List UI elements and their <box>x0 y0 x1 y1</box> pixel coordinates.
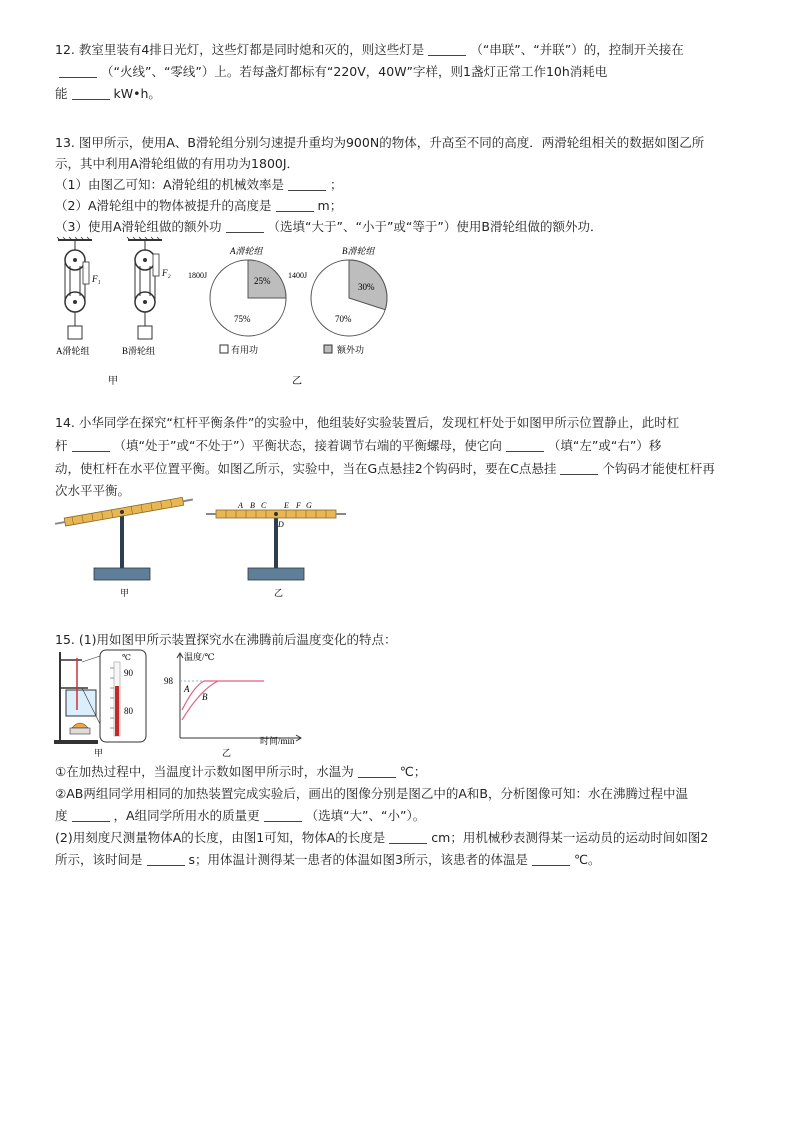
thermometer-90: 90 <box>124 668 133 678</box>
q14-line-2 <box>55 437 661 455</box>
q12-line-2 <box>55 63 607 81</box>
curve-a <box>182 681 264 710</box>
curve-a-label: A <box>184 684 190 694</box>
q15-text: ℃； <box>399 764 427 779</box>
pie-a-useful-percent: 75% <box>234 314 251 324</box>
q15-sub-5 <box>55 851 601 869</box>
answer-blank[interactable] <box>72 438 110 452</box>
q14-caption-yi: 乙 <box>274 588 284 598</box>
graph-y98: 98 <box>164 676 173 686</box>
q12-text: kW•h。 <box>113 86 161 101</box>
answer-blank[interactable] <box>358 764 396 778</box>
graph-xlabel: 时间/min <box>260 736 295 746</box>
answer-blank[interactable] <box>147 852 185 866</box>
q14-text: （填“左”或“右”）移 <box>547 438 662 453</box>
temperature-graph <box>177 653 301 741</box>
q14-caption-jia: 甲 <box>120 588 130 598</box>
q13-text: （2）A滑轮组中的物体被提升的高度是 <box>55 198 272 213</box>
q13-sub-3 <box>55 218 602 236</box>
answer-blank[interactable] <box>288 177 326 191</box>
q12-text: （“串联”、“并联”）的，控制开关接在 <box>470 42 684 57</box>
point-a: A <box>238 501 243 510</box>
q15-sub-3 <box>55 807 425 825</box>
pie-b-useful-percent: 70% <box>335 314 352 324</box>
pie-a-title: A滑轮组 <box>230 246 263 256</box>
q14-line-4: 次水平平衡。 <box>55 483 131 498</box>
q15-sub-1 <box>55 763 426 781</box>
answer-blank[interactable] <box>532 852 570 866</box>
q14-line-1: 14. 小华同学在探究“杠杆平衡条件”的实验中，他组装好实验装置后，发现杠杆处于如图甲所示位置静止，此时杠 <box>55 415 680 430</box>
q13-text: m； <box>317 198 343 213</box>
q12-text: （“火线”、“零线”）上。若每盏灯都标有“220V，40W”字样，则1盏灯正常工作10h消耗电 <box>101 64 608 79</box>
point-g: G <box>306 501 312 510</box>
q13-caption-yi: 乙 <box>292 376 302 387</box>
force-f2-label: F₂ <box>162 268 171 278</box>
lever-yi <box>206 510 346 580</box>
q15-text: 度 <box>55 808 68 823</box>
q12-line-3 <box>55 85 161 103</box>
q14-text: 个钩码才能使杠杆再 <box>602 461 715 476</box>
boiling-apparatus <box>54 652 100 744</box>
legend-useful-label: 有用功 <box>231 345 259 355</box>
q12-text: 能 <box>55 86 68 101</box>
q15-sub-4 <box>55 829 708 847</box>
q13-text: （1）由图乙可知：A滑轮组的机械效率是 <box>55 177 285 192</box>
force-f1-label: F₁ <box>92 274 101 284</box>
q15-text: 所示，该时间是 <box>55 852 143 867</box>
q15-line-1: 15. (1)用如图甲所示装置探究水在沸腾前后温度变化的特点： <box>55 632 397 647</box>
thermometer-unit: ℃ <box>122 653 131 662</box>
thermometer-80: 80 <box>124 706 133 716</box>
q14-line-3 <box>55 460 715 478</box>
q13-text: ； <box>330 177 343 192</box>
pivot-d: D <box>278 520 284 529</box>
q14-figure <box>52 494 352 604</box>
q15-text: s；用体温计测得某一患者的体温如图3所示，该患者的体温是 <box>188 852 528 867</box>
curve-b-label: B <box>202 692 208 702</box>
q15-caption-jia: 甲 <box>94 748 104 758</box>
pulley-a-label: A滑轮组 <box>56 346 90 356</box>
answer-blank[interactable] <box>72 86 110 100</box>
pie-b-useful-value: 1400J <box>288 271 308 280</box>
q15-text: (2)用刻度尺测量物体A的长度，由图1可知，物体A的长度是 <box>55 830 386 845</box>
q15-text: （选填“大”、“小”）。 <box>305 808 426 823</box>
q13-figure <box>52 236 412 388</box>
q13-sub-2 <box>55 197 342 215</box>
pie-b-title: B滑轮组 <box>342 246 375 256</box>
pulley-system-a <box>57 237 92 339</box>
pie-a-extra-percent: 25% <box>254 276 271 286</box>
q14-text: 动，使杠杆在水平位置平衡。如图乙所示，实验中，当在G点悬挂2个钩码时，要在C点悬挂 <box>55 461 557 476</box>
answer-blank[interactable] <box>264 808 302 822</box>
answer-blank[interactable] <box>59 64 97 78</box>
q15-figure <box>52 648 312 760</box>
thermometer-zoom <box>100 650 146 742</box>
q12-text: 12. 教室里装有4排日光灯，这些灯都是同时熄和灭的，则这些灯是 <box>55 42 425 57</box>
q15-sub-2: ②AB两组同学用相同的加热装置完成实验后，画出的图像分别是图乙中的A和B，分析图像可知：水在沸腾过程中温 <box>55 786 688 801</box>
answer-blank[interactable] <box>276 198 314 212</box>
point-f: F <box>296 501 301 510</box>
answer-blank[interactable] <box>506 438 544 452</box>
legend-extra-label: 额外功 <box>337 345 365 355</box>
q13-line-1: 13. 图甲所示，使用A、B滑轮组分别匀速提升重均为900N的物体，升高至不同的高度．两滑轮组相关的数据如图乙所 <box>55 135 705 150</box>
answer-blank[interactable] <box>389 830 427 844</box>
q15-text: ℃。 <box>573 852 601 867</box>
answer-blank[interactable] <box>72 808 110 822</box>
point-c: C <box>261 501 267 510</box>
answer-blank[interactable] <box>560 461 598 475</box>
graph-ylabel: 温度/℃ <box>184 652 215 662</box>
q13-text: （选填“大于”、“小于”或“等于”）使用B滑轮组做的额外功． <box>267 219 603 234</box>
q15-text: ①在加热过程中，当温度计示数如图甲所示时，水温为 <box>55 764 354 779</box>
q15-text: ，A组同学所用水的质量更 <box>113 808 260 823</box>
answer-blank[interactable] <box>428 42 466 56</box>
q14-text: 杆 <box>55 438 68 453</box>
q13-caption-jia: 甲 <box>108 376 118 387</box>
pie-b-extra-percent: 30% <box>358 282 375 292</box>
legend-useful-swatch <box>220 345 228 353</box>
q15-caption-yi: 乙 <box>222 748 232 758</box>
q13-line-2: 示，其中利用A滑轮组做的有用功为1800J． <box>55 156 300 171</box>
q14-text: （填“处于”或“不处于”）平衡状态，接着调节右端的平衡螺母，使它向 <box>113 438 502 453</box>
q13-text: （3）使用A滑轮组做的额外功 <box>55 219 222 234</box>
q13-sub-1 <box>55 176 343 194</box>
point-e: E <box>284 501 289 510</box>
q12-line-1 <box>55 41 684 59</box>
lever-jia <box>54 496 193 580</box>
pulley-b-label: B滑轮组 <box>122 346 156 356</box>
legend-extra-swatch <box>324 345 332 353</box>
pulley-system-b <box>127 237 162 339</box>
answer-blank[interactable] <box>226 219 264 233</box>
point-b: B <box>250 501 255 510</box>
q15-text: cm；用机械秒表测得某一运动员的运动时间如图2 <box>431 830 709 845</box>
pie-a-useful-value: 1800J <box>188 271 208 280</box>
